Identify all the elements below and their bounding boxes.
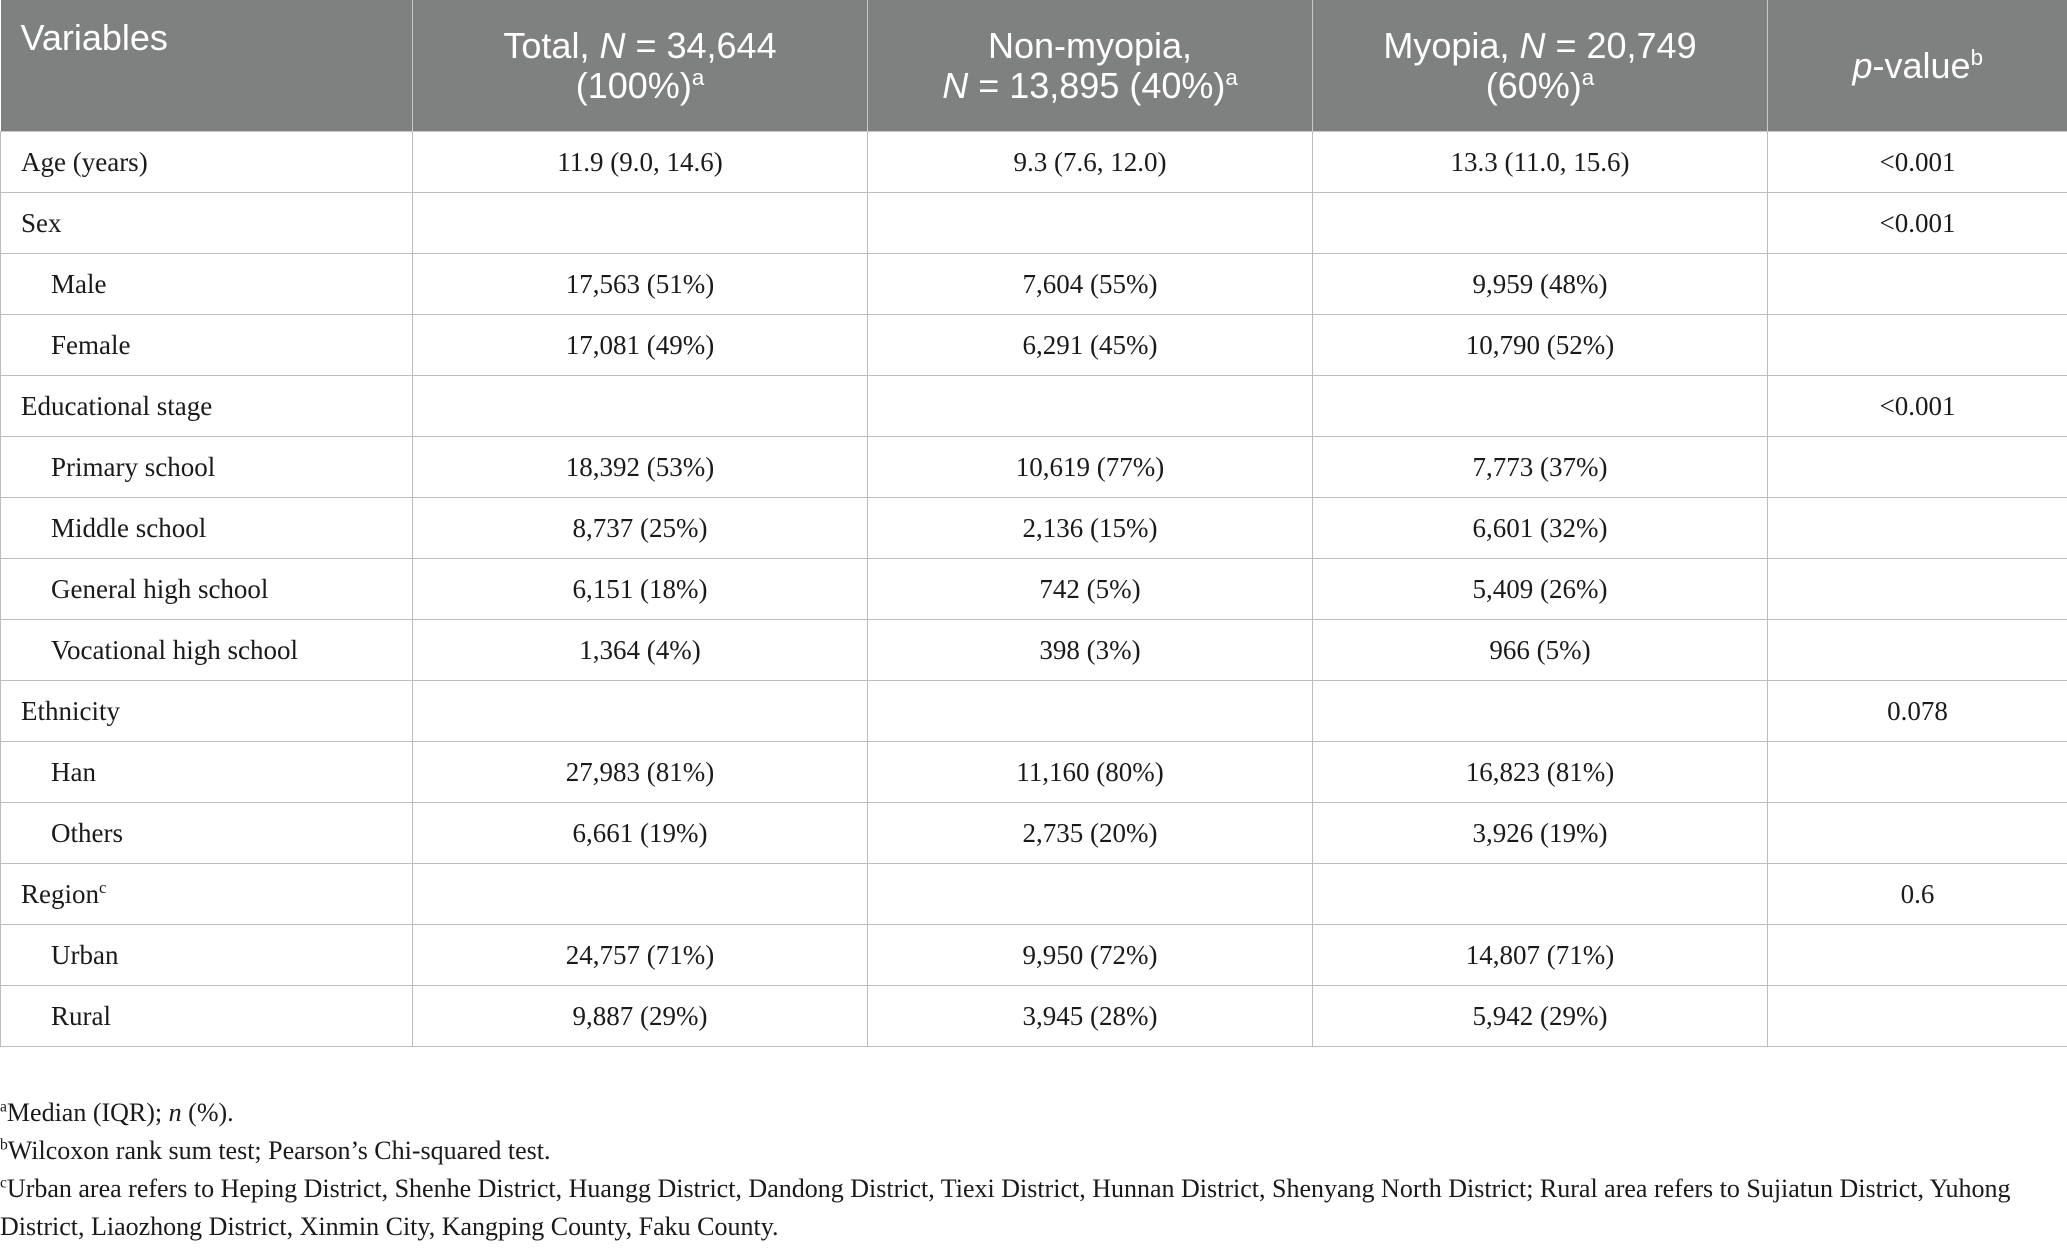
row-label-text: Others (51, 817, 123, 848)
cell-total: 1,364 (4%) (413, 620, 868, 681)
cell-non-myopia: 398 (3%) (868, 620, 1313, 681)
table-footnotes (0, 1094, 2030, 1246)
cell-myopia: 5,409 (26%) (1313, 559, 1768, 620)
cell-non-myopia: 742 (5%) (868, 559, 1313, 620)
header-non-myopia-post: = 13,895 (40%) (968, 64, 1226, 106)
row-label-text: Male (51, 268, 107, 299)
cell-non-myopia (868, 864, 1313, 925)
cell-p-value (1768, 986, 2067, 1047)
cell-non-myopia: 7,604 (55%) (868, 254, 1313, 315)
cell-total: 11.9 (9.0, 14.6) (413, 132, 868, 193)
table-row (1, 620, 2067, 681)
cell-p-value (1768, 742, 2067, 803)
row-label-text: Ethnicity (21, 695, 120, 726)
header-myopia-line1 (1323, 26, 1757, 66)
row-label-text: General high school (51, 573, 269, 604)
cell-total: 27,983 (81%) (413, 742, 868, 803)
table-row (1, 254, 2067, 315)
row-label-text: Female (51, 329, 131, 360)
cell-myopia: 14,807 (71%) (1313, 925, 1768, 986)
row-label-text: Primary school (51, 451, 216, 482)
cell-total: 9,887 (29%) (413, 986, 868, 1047)
cell-myopia: 13.3 (11.0, 15.6) (1313, 132, 1768, 193)
cell-myopia: 966 (5%) (1313, 620, 1768, 681)
header-non-myopia-n: N (942, 64, 969, 106)
table-row (1, 681, 2067, 742)
footnote-a-text: Median (IQR); (6, 1098, 169, 1127)
table-row (1, 925, 2067, 986)
row-label (1, 986, 413, 1047)
cell-p-value: <0.001 (1768, 193, 2067, 254)
header-p-rest: -value (1872, 44, 1971, 86)
header-non-myopia-footnote-mark: a (1225, 64, 1238, 90)
row-label (1, 315, 413, 376)
header-p-value (1768, 0, 2067, 132)
header-variables-label: Variables (20, 17, 168, 58)
cell-p-value: 0.078 (1768, 681, 2067, 742)
row-label-text: Urban (51, 939, 119, 970)
cell-non-myopia (868, 376, 1313, 437)
footnote-c-text: Urban area refers to Heping District, Shenhe District, Huangg District, Dandong District, Tiexi District, Hunnan District, Shenyang North District; Rural area refers to Sujiatun District, Yuhong District, Liaozhong District, Xinmin City, Kangping County, Faku County. (0, 1174, 2011, 1241)
cell-non-myopia (868, 681, 1313, 742)
cell-myopia: 10,790 (52%) (1313, 315, 1768, 376)
header-non-myopia-line1: Non-myopia, (987, 24, 1193, 66)
cell-total: 24,757 (71%) (413, 925, 868, 986)
cell-myopia: 6,601 (32%) (1313, 498, 1768, 559)
footnote-c-mark: c (0, 1174, 7, 1192)
row-label (1, 254, 413, 315)
cell-p-value (1768, 559, 2067, 620)
header-total-footnote-mark: a (691, 64, 705, 90)
row-label (1, 132, 413, 193)
header-myopia-percent: (60%) (1485, 64, 1582, 106)
footnote-a-text-end: (%). (181, 1098, 234, 1127)
footnote-b-mark: b (0, 1136, 8, 1154)
footnote-a-mark: a (0, 1098, 7, 1116)
header-total-pre: Total, (503, 24, 600, 66)
row-label (1, 620, 413, 681)
cell-p-value: 0.6 (1768, 864, 2067, 925)
header-myopia-pre: Myopia, (1383, 24, 1520, 66)
cell-p-value (1768, 254, 2067, 315)
cell-non-myopia: 9,950 (72%) (868, 925, 1313, 986)
footnote-b (0, 1132, 2030, 1170)
cell-myopia: 16,823 (81%) (1313, 742, 1768, 803)
row-label (1, 376, 413, 437)
header-myopia-post: = 20,749 (1545, 24, 1697, 66)
row-label-text: Region (21, 878, 99, 909)
table-row (1, 315, 2067, 376)
region-footnote-mark: c (99, 877, 107, 897)
cell-total: 6,151 (18%) (413, 559, 868, 620)
row-label-text: Educational stage (21, 390, 213, 421)
cell-myopia (1313, 864, 1768, 925)
cell-non-myopia: 3,945 (28%) (868, 986, 1313, 1047)
cell-myopia: 5,942 (29%) (1313, 986, 1768, 1047)
cell-myopia: 3,926 (19%) (1313, 803, 1768, 864)
header-p-footnote-mark: b (1970, 44, 1983, 70)
header-variables (1, 0, 413, 132)
footnote-a-n: n (168, 1098, 182, 1127)
row-label-text: Middle school (51, 512, 207, 543)
footnote-b-text: Wilcoxon rank sum test; Pearson’s Chi-squared test. (7, 1136, 551, 1165)
cell-p-value (1768, 498, 2067, 559)
row-label (1, 559, 413, 620)
table-row (1, 376, 2067, 437)
cell-p-value: <0.001 (1768, 376, 2067, 437)
cell-total (413, 376, 868, 437)
header-myopia-n: N (1519, 24, 1546, 66)
cell-non-myopia: 11,160 (80%) (868, 742, 1313, 803)
cell-non-myopia: 9.3 (7.6, 12.0) (868, 132, 1313, 193)
table-row (1, 132, 2067, 193)
table-header-row (1, 0, 2067, 132)
row-label (1, 437, 413, 498)
cell-p-value: <0.001 (1768, 132, 2067, 193)
row-label-text: Rural (51, 1000, 111, 1031)
header-myopia (1313, 0, 1768, 132)
table-row (1, 193, 2067, 254)
row-label-text: Sex (21, 207, 62, 238)
row-label-text: Age (years) (21, 146, 148, 177)
cell-total: 8,737 (25%) (413, 498, 868, 559)
cell-myopia: 7,773 (37%) (1313, 437, 1768, 498)
table-row (1, 498, 2067, 559)
header-non-myopia-line2 (878, 66, 1302, 106)
cell-p-value (1768, 803, 2067, 864)
cell-total: 6,661 (19%) (413, 803, 868, 864)
header-total-line2 (423, 66, 857, 106)
row-label (1, 193, 413, 254)
table-row (1, 559, 2067, 620)
row-label (1, 498, 413, 559)
cell-non-myopia (868, 193, 1313, 254)
header-myopia-footnote-mark: a (1581, 64, 1595, 90)
footnote-a (0, 1094, 2030, 1132)
header-total-line1 (423, 26, 857, 66)
cell-total (413, 864, 868, 925)
table-row (1, 803, 2067, 864)
cell-myopia (1313, 681, 1768, 742)
cell-total: 17,081 (49%) (413, 315, 868, 376)
table-row (1, 742, 2067, 803)
cell-total: 17,563 (51%) (413, 254, 868, 315)
header-total-n: N (599, 24, 626, 66)
table-row (1, 864, 2067, 925)
cell-p-value (1768, 437, 2067, 498)
cell-p-value (1768, 925, 2067, 986)
cell-non-myopia: 2,735 (20%) (868, 803, 1313, 864)
cell-myopia (1313, 376, 1768, 437)
row-label-text: Vocational high school (51, 634, 298, 665)
header-total-post: = 34,644 (625, 24, 777, 66)
table-row (1, 986, 2067, 1047)
row-label-text: Han (51, 756, 96, 787)
cell-total: 18,392 (53%) (413, 437, 868, 498)
row-label (1, 803, 413, 864)
header-total (413, 0, 868, 132)
header-myopia-line2 (1323, 66, 1757, 106)
cell-myopia (1313, 193, 1768, 254)
header-non-myopia (868, 0, 1313, 132)
cell-non-myopia: 10,619 (77%) (868, 437, 1313, 498)
cell-p-value (1768, 620, 2067, 681)
row-label (1, 681, 413, 742)
header-total-percent: (100%) (575, 64, 692, 106)
cell-total (413, 193, 868, 254)
cell-myopia: 9,959 (48%) (1313, 254, 1768, 315)
row-label (1, 925, 413, 986)
cell-non-myopia: 6,291 (45%) (868, 315, 1313, 376)
row-label (1, 864, 413, 925)
cell-p-value (1768, 315, 2067, 376)
header-p-letter: p (1852, 44, 1873, 86)
cell-total (413, 681, 868, 742)
table-row (1, 437, 2067, 498)
row-label (1, 742, 413, 803)
footnote-c (0, 1170, 2030, 1246)
cell-non-myopia: 2,136 (15%) (868, 498, 1313, 559)
